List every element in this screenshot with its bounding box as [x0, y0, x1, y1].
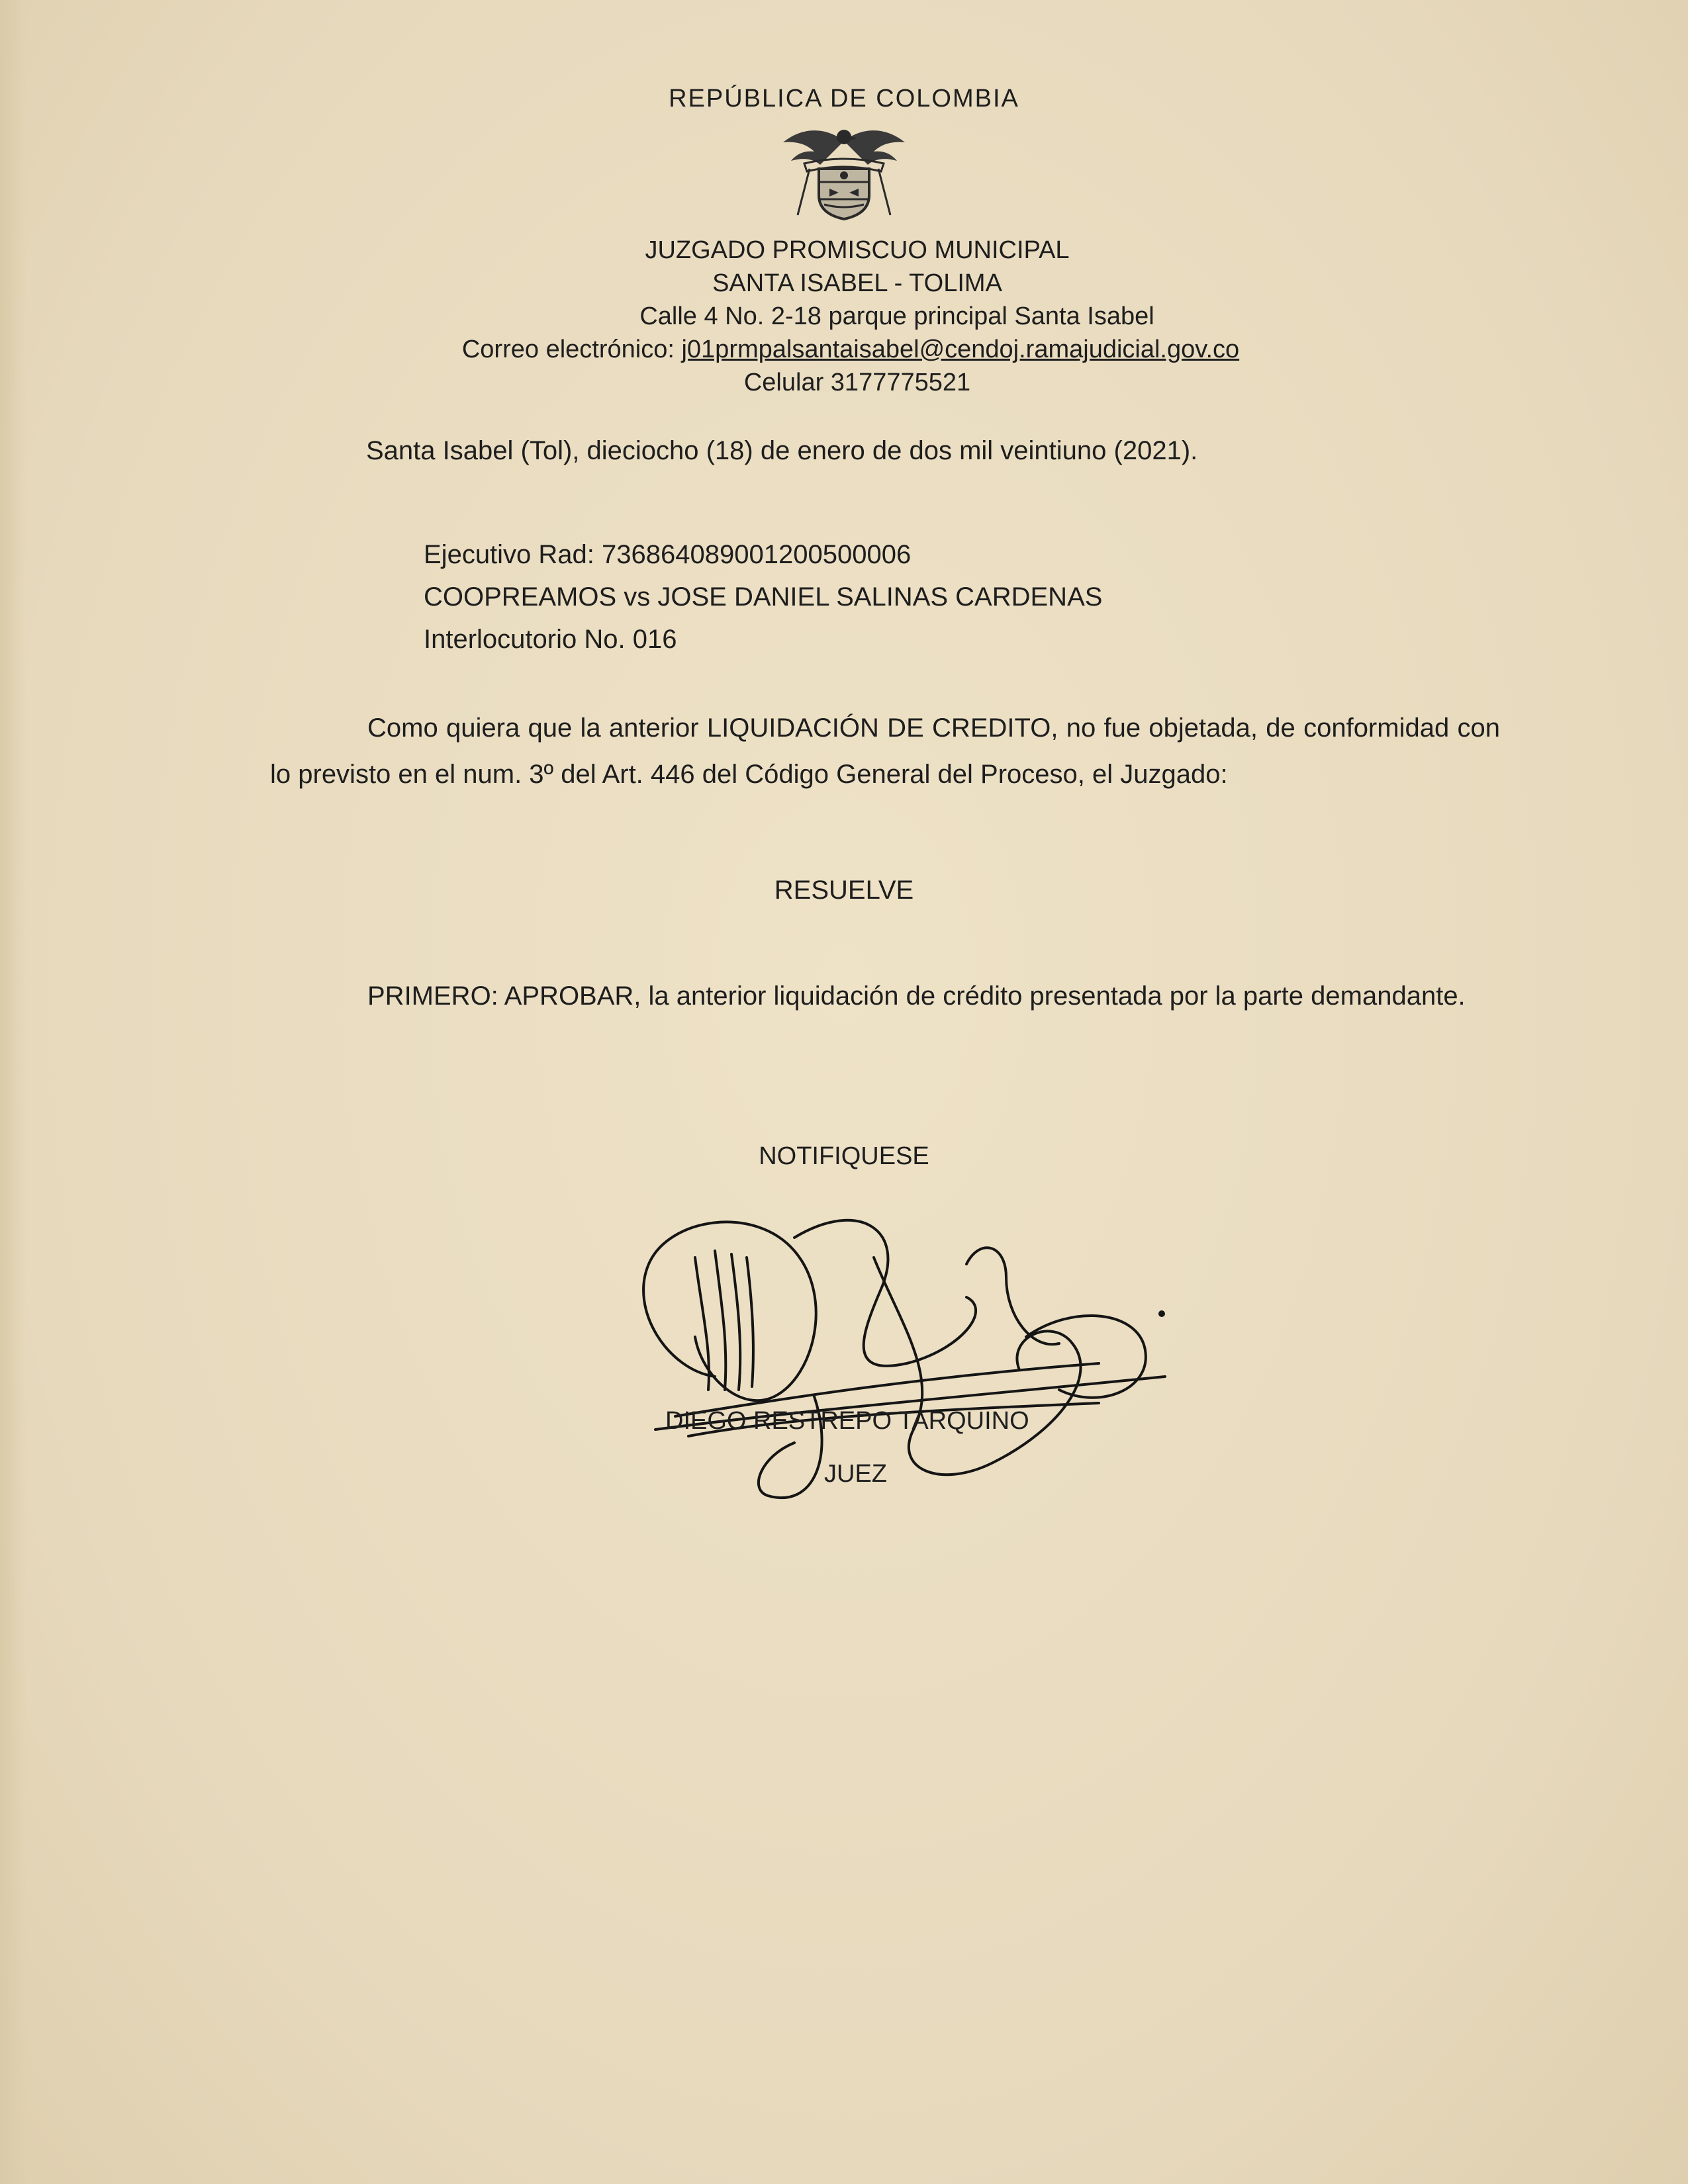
- notify-heading: NOTIFIQUESE: [759, 1142, 929, 1170]
- court-address: Calle 4 No. 2-18 parque principal Santa Isabel: [639, 302, 1154, 330]
- judge-name: DIEGO RESTREPO TARQUINO: [665, 1407, 1029, 1435]
- country-heading: REPÚBLICA DE COLOMBIA: [669, 85, 1019, 113]
- case-number: Ejecutivo Rad: 736864089001200500006: [424, 540, 912, 569]
- resolve-heading: RESUELVE: [774, 876, 914, 905]
- court-phone: Celular 3177775521: [743, 369, 971, 396]
- court-email-line: [13, 333, 1688, 366]
- coat-of-arms-icon: [778, 122, 910, 222]
- letterhead: [0, 85, 1688, 399]
- email-label: Correo electrónico:: [461, 336, 675, 363]
- court-city: SANTA ISABEL - TOLIMA: [712, 269, 1002, 297]
- document-date: Santa Isabel (Tol), dieciocho (18) de enero de dos mil veintiuno (2021).: [366, 436, 1198, 465]
- case-parties: COOPREAMOS vs JOSE DANIEL SALINAS CARDENAS: [424, 582, 1103, 612]
- body-paragraph-1: Como quiera que la anterior LIQUIDACIÓN DE CREDITO, no fue objetada, de conformidad con lo previsto en el num. 3º del Art. 446 del Código General del Proceso, el Juzgado:: [270, 713, 1500, 789]
- body-paragraph-2: PRIMERO: APROBAR, la anterior liquidación de crédito presentada por la parte demandante.: [367, 981, 1466, 1011]
- case-references: [424, 533, 1654, 660]
- court-name: JUZGADO PROMISCUO MUNICIPAL: [645, 236, 1070, 264]
- judge-title: JUEZ: [824, 1460, 887, 1488]
- order-number: Interlocutorio No. 016: [424, 625, 677, 654]
- email-link[interactable]: j01prmpalsantaisabel@cendoj.ramajudicial.gov.co: [681, 336, 1240, 363]
